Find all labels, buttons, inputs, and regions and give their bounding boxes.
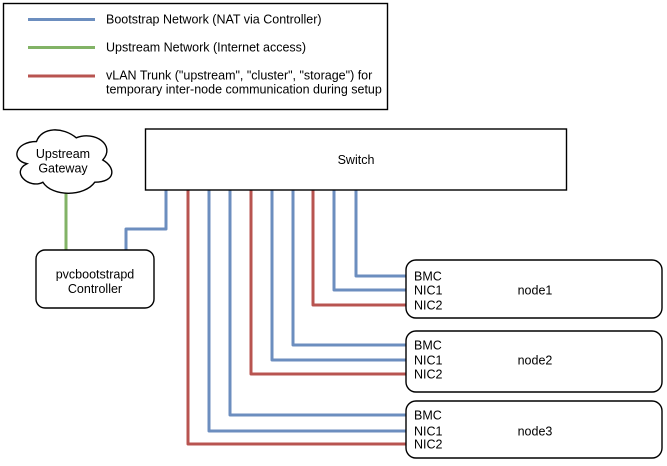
server-node3 [406, 401, 662, 458]
edge-switch-to-node1-bmc-bootstrap [356, 190, 407, 276]
legend [4, 4, 388, 110]
node3-port-nic2: NIC2 [414, 437, 443, 452]
controller-label-line1: pvcbootstrapd [55, 267, 135, 282]
node1-port-nic1: NIC1 [414, 283, 443, 298]
edge-switch-to-node1-nic2-vlan [313, 190, 407, 305]
node2-port-nic1: NIC1 [414, 353, 443, 368]
gateway-label-line2: Gateway [38, 161, 88, 176]
edge-switch-to-node3-bmc-bootstrap [230, 190, 407, 415]
server-node2 [406, 331, 662, 392]
node2-port-nic2: NIC2 [414, 367, 443, 382]
edge-switch-to-node3-nic1-bootstrap [209, 190, 407, 431]
node3-port-bmc: BMC [414, 408, 442, 423]
upstream-gateway [17, 130, 112, 193]
edge-switch-to-node3-nic2-vlan [188, 190, 407, 444]
node2-port-bmc: BMC [414, 338, 442, 353]
node3-label: node3 [517, 424, 553, 439]
node1-port-bmc: BMC [414, 269, 442, 284]
legend-label-vlan-line1: vLAN Trunk ("upstream", "cluster", "storage") for [106, 68, 373, 83]
switch-label: Switch [337, 153, 375, 167]
server-node1 [406, 260, 662, 318]
node2-label: node2 [517, 353, 553, 368]
legend-label-bootstrap: Bootstrap Network (NAT via Controller) [106, 12, 322, 27]
switch [146, 129, 567, 190]
gateway-label-line1: Upstream [35, 147, 91, 161]
node1-label: node1 [517, 283, 553, 298]
controller-label-line2: Controller [67, 282, 123, 296]
node3-port-nic1: NIC1 [414, 424, 443, 439]
edge-switch-to-node2-bmc-bootstrap [293, 190, 407, 345]
legend-label-vlan-line2: temporary inter-node communication during setup [106, 82, 382, 97]
edge-controller-to-switch-bootstrap [126, 190, 166, 250]
controller [36, 250, 154, 308]
legend-label-upstream: Upstream Network (Internet access) [106, 40, 307, 55]
node1-port-nic2: NIC2 [414, 298, 443, 313]
